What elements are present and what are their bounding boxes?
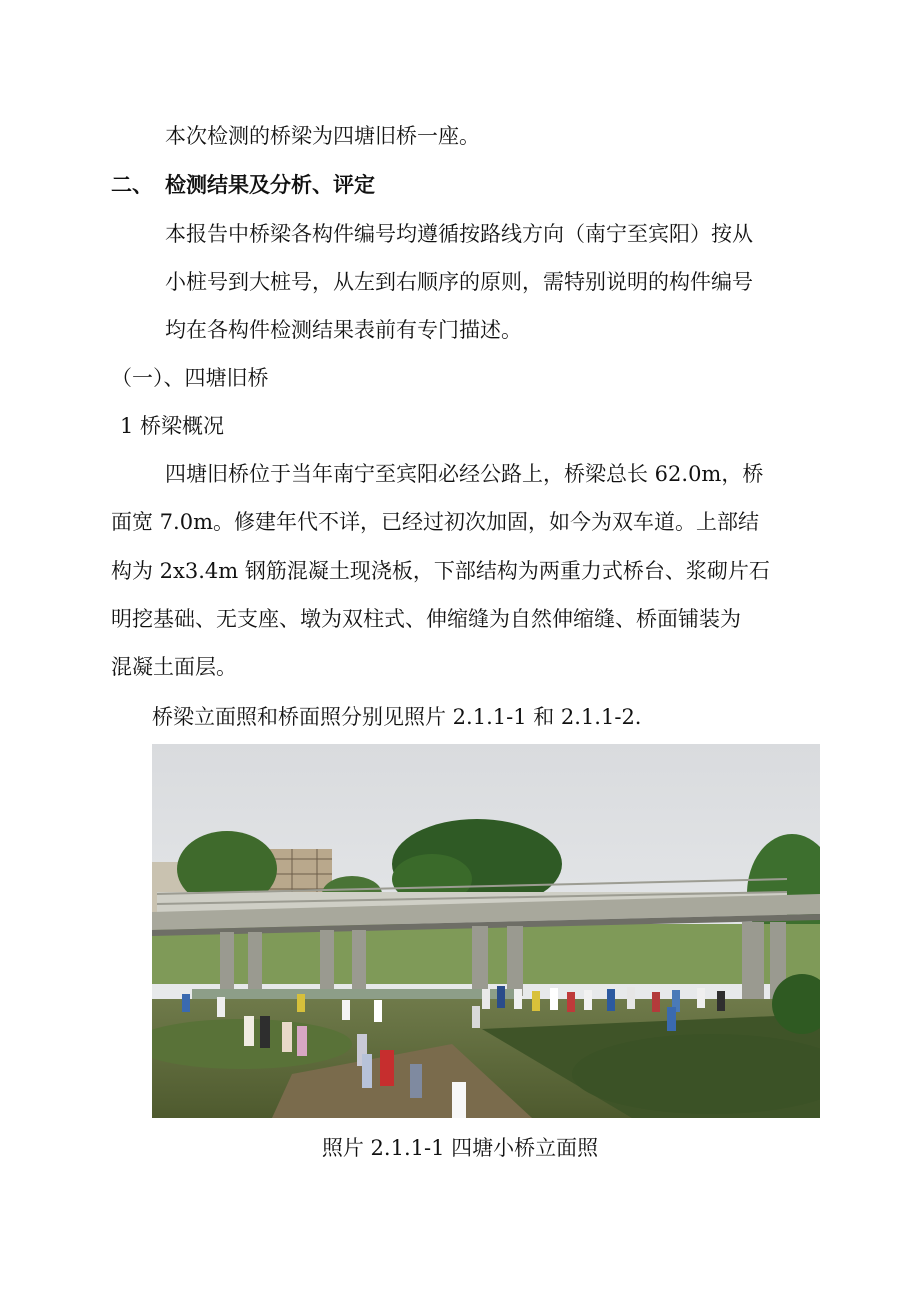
paragraph-line: 明挖基础、无支座、墩为双柱式、伸缩缝为自然伸缩缝、桥面铺装为: [111, 607, 741, 631]
paragraph-line: 四塘旧桥位于当年南宁至宾阳必经公路上，桥梁总长 62.0m，桥: [165, 462, 764, 486]
photo-caption: 照片 2.1.1-1 四塘小桥立面照: [321, 1136, 599, 1160]
photo-reference: 桥梁立面照和桥面照分别见照片 2.1.1-1 和 2.1.1-2.: [152, 705, 642, 729]
intro-line: 本次检测的桥梁为四塘旧桥一座。: [165, 124, 480, 148]
paragraph-line: 构为 2x3.4m 钢筋混凝土现浇板，下部结构为两重力式桥台、浆砌片石: [111, 559, 770, 583]
section-number: 二、: [111, 173, 153, 197]
item-heading: 1 桥梁概况: [120, 414, 225, 438]
bridge-photo: [152, 744, 820, 1118]
subsection-heading: （一）、四塘旧桥: [111, 366, 269, 390]
section-title: 检测结果及分析、评定: [165, 173, 375, 197]
paragraph-line: 小桩号到大桩号，从左到右顺序的原则，需特别说明的构件编号: [165, 270, 753, 294]
paragraph-line: 混凝土面层。: [111, 655, 237, 679]
paragraph-line: 面宽 7.0m。修建年代不详，已经过初次加固，如今为双车道。上部结: [111, 510, 759, 534]
paragraph-line: 本报告中桥梁各构件编号均遵循按路线方向（南宁至宾阳）按从: [165, 222, 753, 246]
paragraph-line: 均在各构件检测结果表前有专门描述。: [165, 318, 522, 342]
